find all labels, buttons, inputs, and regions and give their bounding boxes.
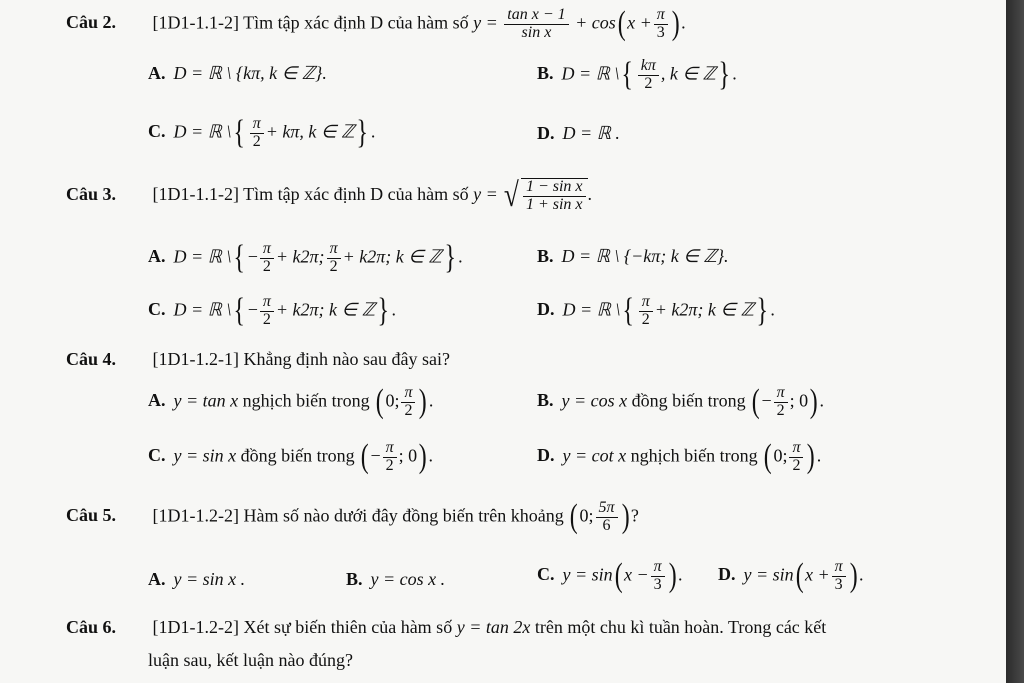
option-c[interactable]: C. D = ℝ \{ $\frac{\pi}{2}$ + kπ, k ∈ ℤ} . — [148, 114, 376, 151]
fraction: $\frac{\pi}{2}$ — [260, 241, 274, 276]
question-2-header: Câu 2. [1D1-1.1-2] Tìm tập xác định D của hàm số y = $\frac{\text{tan x − 1}}{\text{sin x}}$ + cos(x + $\frac{\pi}{3}$ ). — [66, 5, 686, 42]
fraction: $\frac{\pi}{2}$ — [327, 241, 341, 276]
function-lhs: y = — [473, 12, 498, 33]
square-root: √ $\frac{\text{1 − sin x}}{\text{1 + sin x}}$ — [502, 178, 587, 214]
option-c[interactable]: C. y = sin(x − $\frac{\pi}{3}$ ). — [537, 557, 683, 594]
fraction: $\frac{k\pi}{2}$ — [638, 58, 659, 93]
fraction: $\frac{\pi}{2}$ — [250, 116, 264, 151]
fraction: $\frac{\pi}{3}$ — [651, 559, 665, 594]
question-stem: Hàm số nào dưới đây đồng biến trên khoảng — [243, 505, 564, 526]
option-b[interactable]: B. y = cos x đồng biến trong (− $\frac{\pi}{2}$ ; 0). — [537, 383, 824, 420]
option-b[interactable]: B. D = ℝ \{ $\frac{k\pi}{2}$ , k ∈ ℤ} . — [537, 56, 737, 93]
option-a[interactable]: A. y = sin x . — [148, 569, 246, 589]
function-tail: + cos — [575, 12, 616, 33]
fraction: $\frac{5\pi}{6}$ — [596, 500, 618, 535]
question-stem: Tìm tập xác định D của hàm số — [243, 183, 469, 204]
option-d[interactable]: D. y = sin(x + $\frac{\pi}{3}$ ). — [718, 557, 864, 594]
question-stem: Khẳng định nào sau đây sai? — [243, 349, 450, 369]
question-code: [1D1-1.2-2] — [152, 617, 239, 637]
option-d[interactable]: D. y = cot x nghịch biến trong (0; $\frac{\pi}{2}$ ). — [537, 438, 822, 475]
option-a[interactable]: A. D = ℝ \{ − $\frac{\pi}{2}$ + k2π; $\frac{\pi}{2}$ + k2π; k ∈ ℤ} . — [148, 239, 463, 276]
option-b[interactable]: B. D = ℝ \ {−kπ; k ∈ ℤ}. — [537, 246, 729, 266]
option-d[interactable]: D. D = ℝ \{ $\frac{\pi}{2}$ + k2π; k ∈ ℤ} . — [537, 292, 775, 329]
option-a[interactable]: A. y = tan x nghịch biến trong (0; $\frac{\pi}{2}$ ). — [148, 383, 434, 420]
question-label: Câu 3. — [66, 183, 117, 204]
option-c[interactable]: C. y = sin x đồng biến trong (− $\frac{\pi}{2}$ ; 0). — [148, 438, 433, 475]
question-5-header: Câu 5. [1D1-1.2-2] Hàm số nào dưới đây đồng biến trên khoảng (0; $\frac{5\pi}{6}$ )? — [66, 498, 639, 535]
question-code: [1D1-1.2-2] — [152, 505, 239, 526]
question-label: Câu 6. — [66, 617, 117, 637]
question-label: Câu 2. — [66, 12, 117, 33]
question-code: [1D1-1.1-2] — [152, 183, 239, 204]
question-4-header — [66, 350, 450, 368]
fraction: $\frac{\pi}{3}$ — [654, 7, 668, 42]
fraction: $\frac{\pi}{2}$ — [789, 440, 803, 475]
function-lhs: y = tan 2x — [456, 617, 531, 637]
fraction: $\frac{\text{tan x − 1}}{\text{sin x}}$ — [504, 7, 568, 42]
function-lhs: y = — [473, 183, 498, 204]
question-6-header — [66, 618, 826, 636]
option-c[interactable]: C. D = ℝ \{ − $\frac{\pi}{2}$ + k2π; k ∈ ℤ} . — [148, 292, 396, 329]
question-code: [1D1-1.1-2] — [152, 12, 239, 33]
option-b[interactable]: B. y = cos x . — [346, 569, 446, 589]
fraction: $\frac{\pi}{2}$ — [639, 294, 653, 329]
screen-edge — [1006, 0, 1024, 683]
question-code: [1D1-1.2-1] — [152, 349, 239, 369]
fraction: $\frac{\pi}{3}$ — [832, 559, 846, 594]
question-stem: Tìm tập xác định D của hàm số — [243, 12, 469, 33]
question-3-header: Câu 3. [1D1-1.1-2] Tìm tập xác định D của hàm số y = √ $\frac{\text{1 − sin x}}{\text{1 + sin x}}$ . — [66, 176, 593, 214]
question-6-stem-continued: luận sau, kết luận nào đúng? — [148, 650, 353, 670]
fraction: $\frac{\pi}{2}$ — [383, 440, 397, 475]
question-stem: Xét sự biến thiên của hàm số — [243, 617, 453, 637]
fraction: $\frac{\pi}{2}$ — [260, 294, 274, 329]
option-a[interactable]: A. D = ℝ \ {kπ, k ∈ ℤ}. — [148, 63, 327, 83]
question-label: Câu 4. — [66, 349, 117, 369]
question-stem: trên một chu kì tuần hoàn. Trong các kết — [534, 617, 827, 637]
fraction: $\frac{\text{1 − sin x}}{\text{1 + sin x}}$ — [523, 179, 586, 214]
question-label: Câu 5. — [66, 505, 117, 526]
fraction: $\frac{\pi}{2}$ — [774, 385, 788, 420]
option-d[interactable]: D. D = ℝ . — [537, 123, 620, 143]
fraction: $\frac{\pi}{2}$ — [401, 385, 415, 420]
